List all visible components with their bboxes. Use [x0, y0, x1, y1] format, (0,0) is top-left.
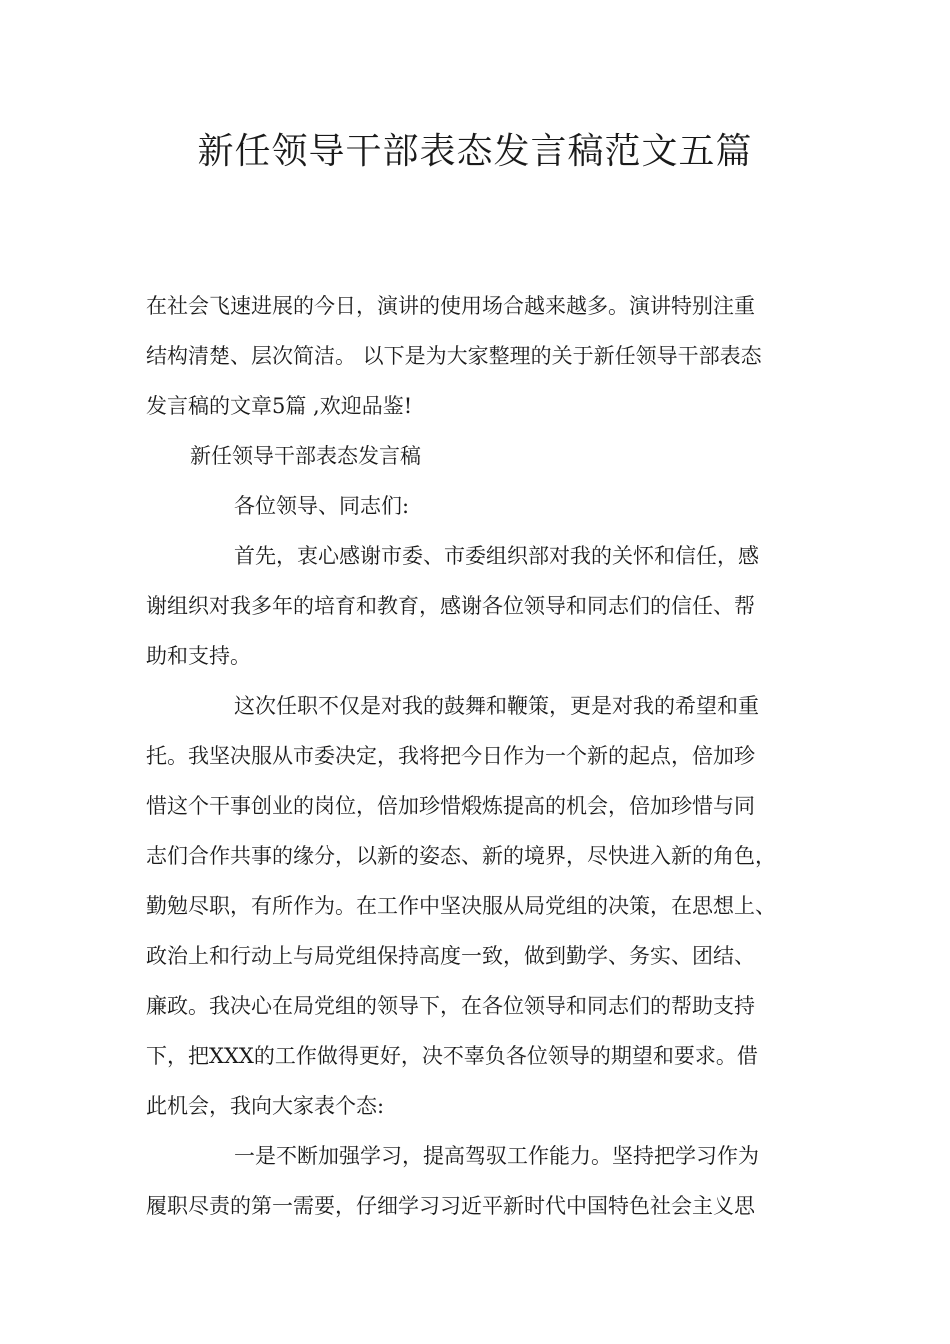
body-line: 惜这个干事创业的岗位，倍加珍惜煅炼提高的机会，倍加珍惜与同 — [146, 794, 755, 818]
body-line: 新任领导干部表态发言稿 — [190, 444, 421, 468]
body-line: 此机会，我向大家表个态: — [146, 1094, 385, 1118]
body-line: 在社会飞速进展的今日，演讲的使用场合越来越多。演讲特别注重 — [146, 294, 755, 318]
body-line: 下，把XXX的工作做得更好，决不辜负各位领导的期望和要求。借 — [146, 1044, 758, 1068]
body-line: 谢组织对我多年的培育和教育，感谢各位领导和同志们的信任、帮 — [146, 594, 755, 618]
body-line: 结构清楚、层次简洁。 以下是为大家整理的关于新任领导干部表态 — [146, 344, 762, 368]
body-line: 志们合作共事的缘分，以新的姿态、新的境界，尽快进入新的角色， — [146, 844, 776, 868]
body-line: 一是不断加强学习，提高驾驭工作能力。坚持把学习作为 — [234, 1144, 759, 1168]
body-line: 这次任职不仅是对我的鼓舞和鞭策，更是对我的希望和重 — [234, 694, 759, 718]
body-line: 廉政。我决心在局党组的领导下，在各位领导和同志们的帮助支持 — [146, 994, 755, 1018]
document-body — [146, 281, 820, 1231]
body-line: 首先，衷心感谢市委、市委组织部对我的关怀和信任，感 — [234, 544, 759, 568]
body-line: 政治上和行动上与局党组保持高度一致，做到勤学、务实、团结、 — [146, 944, 755, 968]
body-line: 勤勉尽职，有所作为。在工作中坚决服从局党组的决策，在思想上、 — [146, 894, 776, 918]
body-line: 助和支持。 — [146, 644, 251, 668]
document-title: 新任领导干部表态发言稿范文五篇 — [197, 131, 753, 172]
body-line: 各位领导、同志们: — [234, 494, 410, 518]
body-line: 履职尽责的第一需要，仔细学习习近平新时代中国特色社会主义思 — [146, 1194, 755, 1218]
body-line: 托。我坚决服从市委决定，我将把今日作为一个新的起点，倍加珍 — [146, 744, 755, 768]
body-line: 发言稿的文章5篇 ,欢迎品鉴! — [146, 394, 413, 418]
